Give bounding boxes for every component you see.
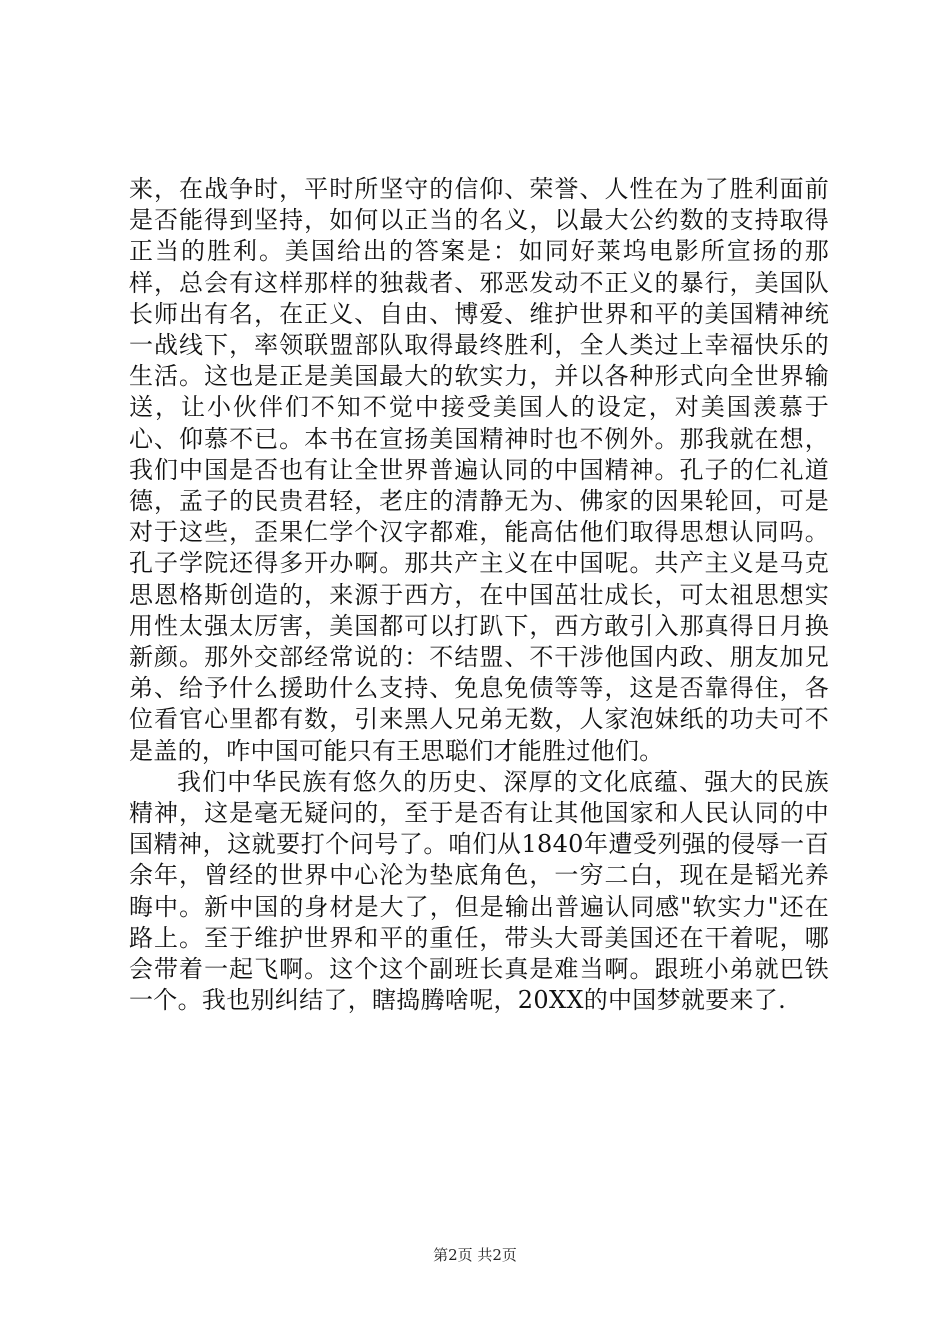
paragraph-1: 来，在战争时，平时所坚守的信仰、荣誉、人性在为了胜利面前是否能得到坚持，如何以正当的名义，以最大公约数的支持取得正当的胜利。美国给出的答案是：如同好莱坞电影所宣扬的那样，总会有这样那样的独裁者、邪恶发动不正义的暴行，美国队长师出有名，在正义、自由、博爱、维护世界和平的美国精神统一战线下，率领联盟部队取得最终胜利，全人类过上幸福快乐的生活。这也是正是美国最大的软实力，并以各种形式向全世界输送，让小伙伴们不知不觉中接受美国人的设定，对美国羡慕于心、仰慕不已。本书在宣扬美国精神时也不例外。那我就在想，我们中国是否也有让全世界普遍认同的中国精神。孔子的仁礼道德，孟子的民贵君轻，老庄的清静无为、佛家的因果轮回，可是对于这些，歪果仁学个汉字都难，能高估他们取得思想认同吗。孔子学院还得多开办啊。那共产主义在中国呢。共产主义是马克思恩格斯创造的，来源于西方，在中国茁壮成长，可太祖思想实用性太强太厉害，美国都可以打趴下，西方敢引入那真得日月换新颜。那外交部经常说的：不结盟、不干涉他国内政、朋友加兄弟、给予什么援助什么支持、免息免债等等，这是否靠得住，各位看官心里都有数，引来黑人兄弟无数，人家泡妹纸的功夫可不是盖的，咋中国可能只有王思聪们才能胜过他们。 <box>129 175 829 765</box>
paragraph-2: 我们中华民族有悠久的历史、深厚的文化底蕴、强大的民族精神，这是毫无疑问的，至于是否有让其他国家和人民认同的中国精神，这就要打个问号了。咱们从1840年遭受列强的侵辱一百余年，曾经的世界中心沦为垫底角色，一穷二白，现在是韬光养晦中。新中国的身材是大了，但是输出普遍认同感"软实力"还在路上。至于维护世界和平的重任，带头大哥美国还在干着呢，哪会带着一起飞啊。这个这个副班长真是难当啊。跟班小弟就巴铁一个。我也别纠结了，瞎捣腾啥呢，20XX的中国梦就要来了. <box>129 767 829 1015</box>
body-text <box>129 174 829 1016</box>
page-footer: 第2页 共2页 <box>433 1246 517 1264</box>
